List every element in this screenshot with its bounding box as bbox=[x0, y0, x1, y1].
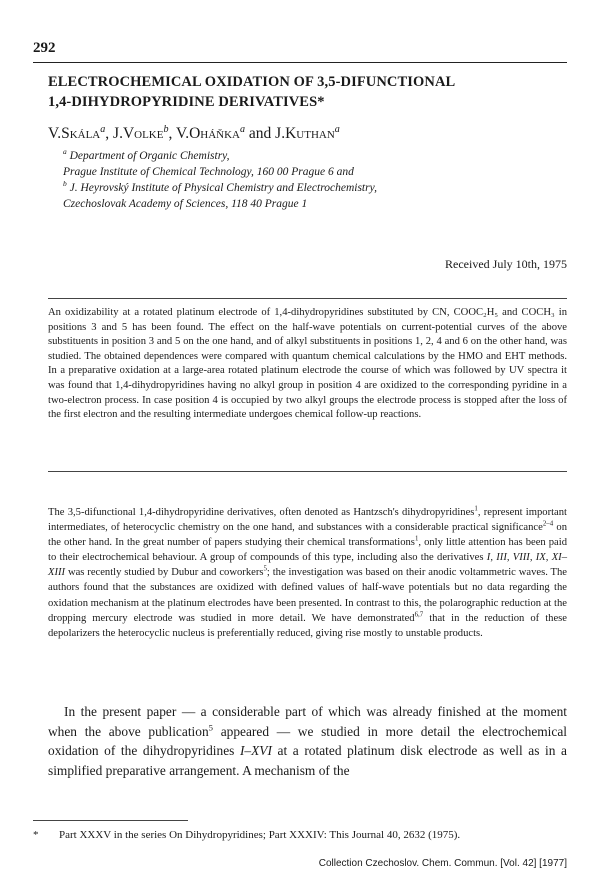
affiliation-b-line-1: $^b$ J. Heyrovský Institute of Physical Chemistry and Electrochemistry, bbox=[63, 179, 377, 194]
title-line-2-text: 1,4-DIHYDROPYRIDINE DERIVATIVES bbox=[48, 94, 318, 110]
body-paragraph-1: The 3,5-difunctional 1,4-dihydropyridine derivatives, often denoted as Hantzsch's dihydropyridines$^1$, represent important intermediates, of heterocyclic chemistry on the one hand, and substances with a considerable practical significance$^{2-4}$ on the other hand. In the great number of papers studying their chemical transformations$^1$, only little attention has been paid to their electrochemical behaviour. A group of compounds of this type, including also the derivatives I, III, VIII, IX, XI–XIII was recently studied by Dubur and coworkers$^5$; the investigation was based on their anodic voltammetric waves. The authors found that the substances are oxidized with defined values of half-wave potentials but no data regarding the oxidation mechanism at the platinum electrodes have been presented. In contrast to this, the polarographic reduction at the dropping mercury electrode was studied in more detail. We have demonstrated$^{6,7}$ that in the reduction of these depolarizers the heterocyclic nucleus is preferentially reduced, giving rise mostly to unstable products. bbox=[48, 505, 567, 639]
author-name: V.Oháňka$^a$ bbox=[176, 123, 246, 142]
received-date: Received July 10th, 1975 bbox=[445, 257, 567, 271]
author-list: V.Skála$^a$, J.Volke$^b$, V.Oháňka$^a$ and J.Kuthan$^a$ bbox=[48, 123, 340, 142]
author-name: J.Volke$^b$ bbox=[113, 123, 169, 142]
header-rule bbox=[33, 62, 567, 63]
abstract-bottom-rule bbox=[48, 471, 567, 472]
footnote-rule bbox=[33, 820, 188, 821]
affiliation-a-line-1: $^a$ Department of Organic Chemistry, bbox=[63, 147, 230, 162]
affiliations bbox=[63, 148, 377, 212]
affiliation-b-line-2: Czechoslovak Academy of Sciences, 118 40 Prague 1 bbox=[63, 198, 308, 210]
article-title bbox=[48, 72, 558, 112]
journal-footer: Collection Czechoslov. Chem. Commun. [Vol. 42] [1977] bbox=[318, 858, 567, 869]
footnote bbox=[33, 828, 567, 842]
footnote-mark: * bbox=[33, 829, 39, 841]
affiliation-a-line-2: Prague Institute of Chemical Technology, 160 00 Prague 6 and bbox=[63, 166, 354, 178]
abstract-top-rule bbox=[48, 298, 567, 299]
title-line-1: ELECTROCHEMICAL OXIDATION OF 3,5-DIFUNCTIONAL bbox=[48, 74, 456, 90]
title-line-2: 1,4-DIHYDROPYRIDINE DERIVATIVES* bbox=[48, 94, 325, 110]
author-name: V.Skála$^a$ bbox=[48, 123, 106, 142]
footnote-text: Part XXXV in the series On Dihydropyridines; Part XXXIV: This Journal 40, 2632 (1975). bbox=[59, 829, 461, 841]
author-name: J.Kuthan$^a$ bbox=[275, 123, 340, 142]
page-number: 292 bbox=[33, 40, 56, 56]
abstract: An oxidizability at a rotated platinum electrode of 1,4-dihydropyridines substituted by CN, COOC₂H₅ and COCH₃ in positions 3 and 5 has been found. The effect on the half-wave potentials on current-potential curves of the above substituents in position 3 and 5 on the one hand, and of alkyl substituents in positions 1, 2, 4 and 6 on the other hand, was studied. The obtained dependences were compared with quantum chemical calculations by the HMO and EHT methods. In a preparative oxidation at a large-area rotated platinum electrode the course of which was followed by UV spectra it was found that 1,4-dihydropyridines having no alkyl group in position 4 are oxidized to the corresponding pyridine in a two-electron process. In case position 4 is occupied by two alkyl groups the electrode process is stopped after the loss of the first electron and the resulting intermediate undergoes chemical follow-up reactions. bbox=[48, 307, 567, 421]
body-paragraph-2: In the present paper — a considerable part of which was already finished at the moment when the above publication$^5$ appeared — we studied in more detail the electrochemical oxidation of the dihydropyridines I–XVI at a rotated platinum disk electrode as well as in a simplified preparative arrangement. A mechanism of the bbox=[48, 704, 568, 778]
